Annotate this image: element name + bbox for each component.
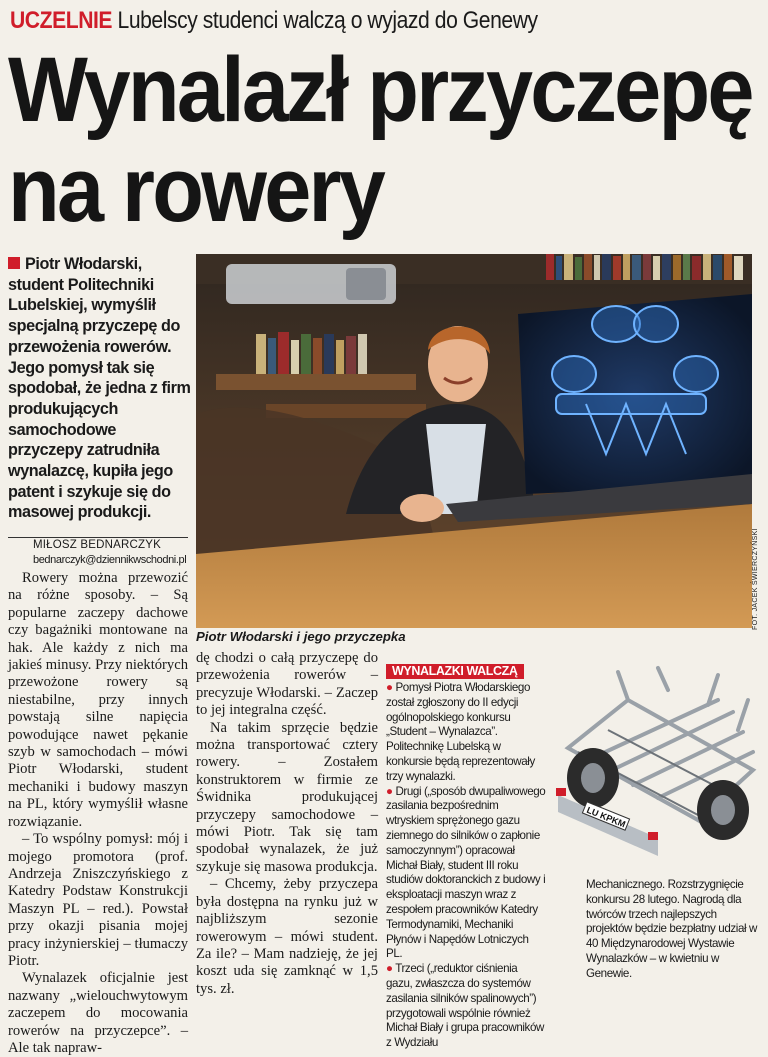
- bullet-icon: ●: [386, 784, 396, 798]
- photo-credit: FOT. JACEK ŚWIERCZYŃSKI: [752, 528, 759, 630]
- sidebar-item-text: Drugi („sposób dwupaliwowego zasilania bezpośrednim wtryskiem sprężonego gazu ziemnego do silników o zapłonie samoczynnym”) opracował Michał Biały, student III roku studiów doktoranckich z budowy i eksploatacji maszyn wraz z zespołem pracowników Katedry Termodynamiki, Mechaniki Płynów i Napędów Lotniczych PL.: [386, 784, 546, 961]
- sidebar-continuation: Mechanicznego. Rozstrzygnięcie konkursu 28 lutego. Nagrodą dla twórców trzech najlepszych projektów będzie bezpłatny udział w 40 Międzynarodowej Wystawie Wynalazków – w kwietniu w Genewie.: [586, 878, 757, 980]
- sidebar-box: [386, 664, 546, 1051]
- headline-line-2: na rowery: [8, 139, 384, 241]
- sidebar-item: [386, 962, 546, 1051]
- sidebar-item: [386, 681, 546, 785]
- kicker-text: Lubelscy studenci walczą o wyjazd do Genewy: [117, 7, 538, 34]
- section-tag: UCZELNIE: [10, 7, 113, 34]
- author-name: MIŁOSZ BEDNARCZYK: [33, 539, 162, 551]
- photo-caption: Piotr Włodarski i jego przyczepka: [196, 629, 406, 644]
- body-paragraph: Rowery można przewozić na różne sposoby. – Są popularne zaczepy dachowe czy bagażniki montowane na hak. Ale każdy z nich ma jakieś minusy. Przy niektórych przewożone rowery są niestabilne, przy innych powstają silne napięcia powodujące nawet pękanie szyb w samochodach – mówi Piotr Włodarski, student mechaniki i budowy maszyn na PL, który wymyślił własne rozwiązanie.: [8, 570, 188, 830]
- license-plate: LU KPKM: [585, 804, 627, 830]
- sidebar-title: WYNALAZKI WALCZĄ: [386, 664, 524, 679]
- body-column-2: [196, 650, 378, 998]
- trailer-illustration: [548, 660, 762, 870]
- photo-illustration: [196, 254, 752, 628]
- body-column-1: [8, 570, 188, 1057]
- article-lead: [8, 254, 191, 523]
- sidebar-item-text: Pomysł Piotra Włodarskiego został zgłoszony do II edycji ogólnopolskiego konkursu „Student – Wynalazca”. Politechnikę Lubelską w konkursie będą reprezentowały trzy wynalazki.: [386, 681, 535, 783]
- bullet-icon: ●: [386, 681, 396, 694]
- lead-text: Piotr Włodarski, student Politechniki Lubelskiej, wymyślił specjalną przyczepę do przewożenia rowerów. Jego pomysł tak się spodobał, że jedna z firm produkujących samochodowe przyczepy zatrudniła wynalazcę, kupiła jego patent i szykuje się do masowej produkcji.: [8, 255, 191, 522]
- trailer-drawing: [548, 660, 762, 870]
- article-headline: [8, 40, 752, 240]
- bullet-icon: ●: [386, 962, 396, 976]
- body-paragraph: – To wspólny pomysł: mój i mojego promotora (prof. Andrzeja Zniszczyńskiego z Katedry Podstaw Konstrukcji Maszyn PL – red.). Powstał przy okazji pisania mojej pracy inżynierskiej – tłumaczy Piotr.: [8, 831, 188, 969]
- lead-bullet-icon: [8, 257, 20, 269]
- body-paragraph: Wynalazek oficjalnie jest nazwany „wielouchwytowym zaczepem do mocowania rowerów na przyczepce”. – Ale tak napraw-: [8, 970, 188, 1056]
- body-paragraph: dę chodzi o całą przyczepę do przewożenia rowerów – precyzuje Włodarski. – Zaczep to jej integralna część.: [196, 650, 378, 719]
- body-paragraph: Na takim sprzęcie będzie można transportować cztery rowery. – Zostałem konstruktorem w firmie ze Świdnika produkującej przyczepy samochodowe – mówi Piotr. Tak się tam spodobał wynalazek, że już szykuje się masowa produkcja.: [196, 719, 378, 875]
- sidebar-item-text: Trzeci („reduktor ciśnienia gazu, zwłaszcza do systemów zasilania silników spalinowych”) przygotowali wspólnie również Michał Biały i grupa pracowników z Wydziału: [386, 962, 544, 1050]
- sidebar-item: [386, 785, 546, 963]
- article-photo: [196, 254, 752, 628]
- body-paragraph: – Chcemy, żeby przyczepa była dostępna na rynku już w najbliższym sezonie rowerowym – mówi student. Za ile? – Mam nadzieję, że jej koszt uda się zamknąć w 1,5 tys. zł.: [196, 876, 378, 997]
- article-kicker: [10, 6, 538, 36]
- headline-line-1: Wynalazł przyczepę: [8, 39, 752, 141]
- author-email: bednarczyk@dziennikwschodni.pl: [33, 554, 187, 566]
